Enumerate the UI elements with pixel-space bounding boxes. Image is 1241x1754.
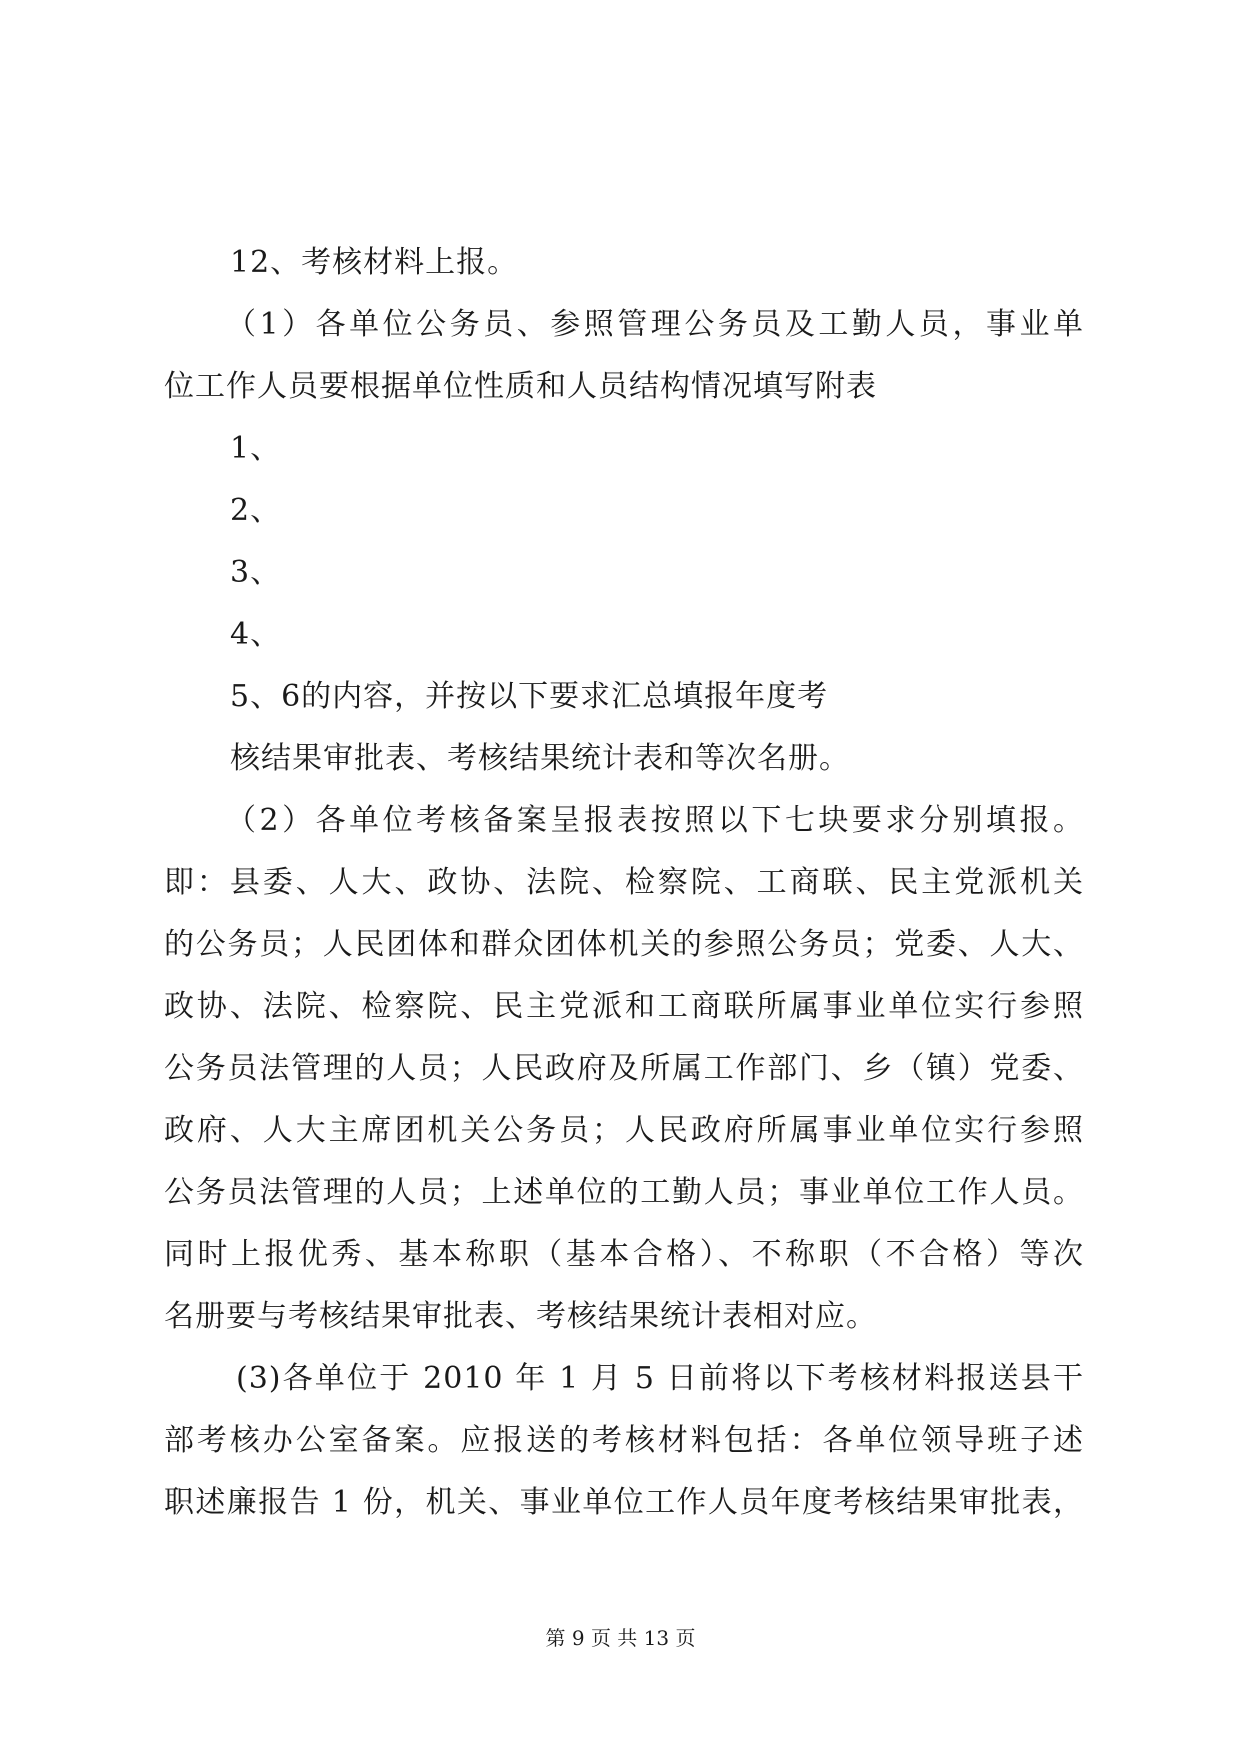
paragraph-3-line-2: 部考核办公室备案。应报送的考核材料包括：各单位领导班子述 [164,1423,1084,1458]
paragraph-2-line-7: 公务员法管理的人员；上述单位的工勤人员；事业单位工作人员。 [164,1175,1084,1210]
list-item-5: 5、6的内容，并按以下要求汇总填报年度考 [230,679,829,714]
paragraph-1-line-2: 位工作人员要根据单位性质和人员结构情况填写附表 [164,369,877,404]
paragraph-3-line-3: 职述廉报告 1 份，机关、事业单位工作人员年度考核结果审批表， [164,1485,1084,1520]
list-item-1: 1、 [230,431,282,466]
paragraph-2-line-9: 名册要与考核结果审批表、考核结果统计表相对应。 [164,1299,877,1334]
paragraph-2-line-8: 同时上报优秀、基本称职（基本合格）、不称职（不合格）等次 [164,1237,1084,1272]
paragraph-2-line-4: 政协、法院、检察院、民主党派和工商联所属事业单位实行参照 [164,989,1084,1024]
paragraph-2-line-3: 的公务员；人民团体和群众团体机关的参照公务员；党委、人大、 [164,927,1084,962]
paragraph-3-line-1: (3)各单位于 2010 年 1 月 5 日前将以下考核材料报送县干 [236,1361,1084,1396]
paragraph-2-line-6: 政府、人大主席团机关公务员；人民政府所属事业单位实行参照 [164,1113,1084,1148]
list-item-2: 2、 [230,493,282,528]
heading-item-12: 12、考核材料上报。 [230,245,519,280]
list-item-4: 4、 [230,617,282,652]
list-item-5-continued: 核结果审批表、考核结果统计表和等次名册。 [230,741,850,776]
paragraph-2-line-1: （2）各单位考核备案呈报表按照以下七块要求分别填报。 [226,803,1084,838]
document-body [164,232,1084,1534]
page-number-footer: 第 9 页 共 13 页 [545,1626,696,1650]
paragraph-2-line-5: 公务员法管理的人员；人民政府及所属工作部门、乡（镇）党委、 [164,1051,1084,1086]
paragraph-1-line-1: （1）各单位公务员、参照管理公务员及工勤人员，事业单 [226,307,1084,342]
paragraph-2-line-2: 即：县委、人大、政协、法院、检察院、工商联、民主党派机关 [164,865,1084,900]
list-item-3: 3、 [230,555,282,590]
